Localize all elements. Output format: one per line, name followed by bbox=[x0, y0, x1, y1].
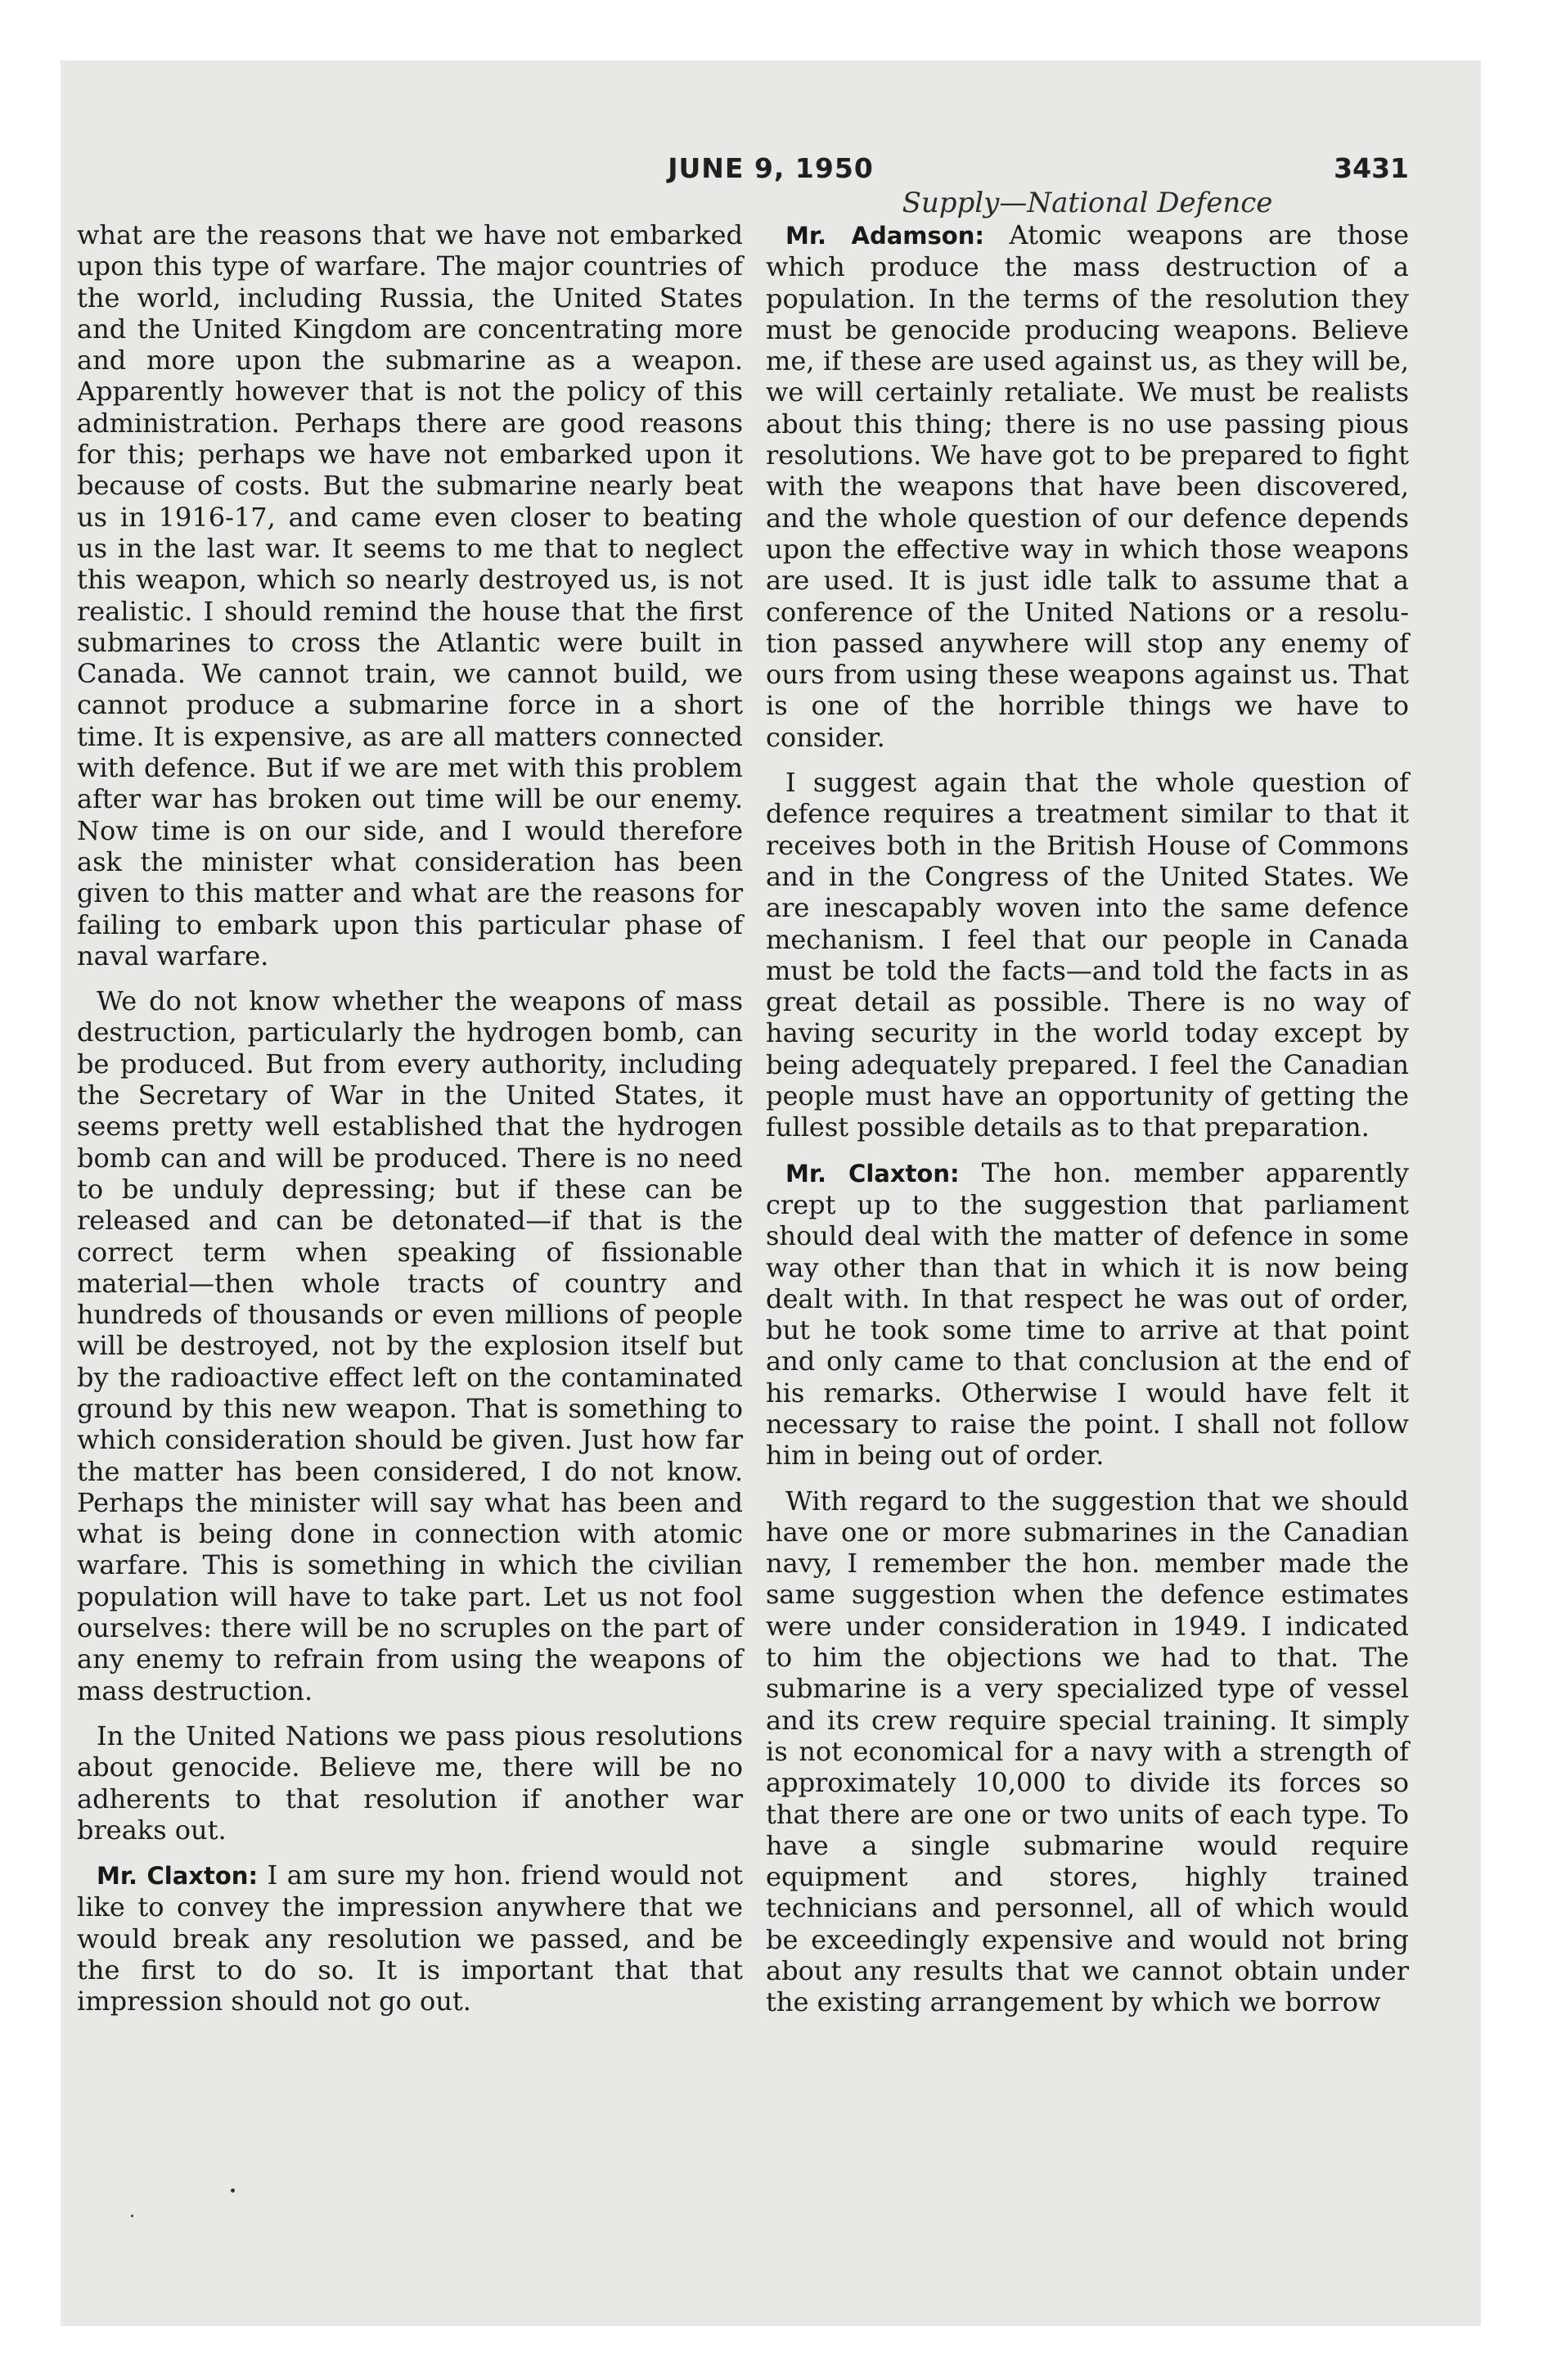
speaker-name: Mr. Adamson: bbox=[785, 222, 984, 250]
paragraph: With regard to the suggestion that we should have one or more submarines in the Canadian navy, I remember the hon. member made the same suggestion when the defence estimates were under consideration in 1949. I indicated to him the objections we had to that. The submarine is a very specialized type of vessel and its crew require special training. It simply is not economical for a navy with a strength of approximately 10,000 to divide its forces so that there are one or two units of each type. To have a single submarine would require equipment and stores, highly trained technicians and personnel, all of which would be exceedingly expensive and would not bring about any results that we cannot obtain under the existing arrangement by which we borrow bbox=[766, 1485, 1409, 2018]
scan-speck bbox=[131, 2215, 133, 2217]
paragraph: what are the reasons that we have not embarked upon this type of warfare. The major countries of the world, including Russia, the United States and the United Kingdom are concentrating more and more upon the submarine as a weapon. Apparently however that is not the policy of this administration. Perhaps there are good reasons for this; perhaps we have not embarked upon it because of costs. But the submarine nearly beat us in 1916-17, and came even closer to beating us in the last war. It seems to me that to neglect this weapon, which so nearly destroyed us, is not realistic. I should remind the house that the first submarines to cross the Atlantic were built in Canada. We cannot train, we cannot build, we cannot produce a submarine force in a short time. It is expensive, as are all matters connected with defence. But if we are met with this problem after war has broken out time will be our enemy. Now time is on our side, and I would therefore ask the minister what consideration has been given to this matter and what are the reasons for failing to embark upon this particular phase of naval warfare. bbox=[77, 219, 743, 971]
right-column bbox=[766, 219, 1409, 2032]
page-date: JUNE 9, 1950 bbox=[668, 152, 874, 184]
paragraph: I suggest again that the whole question of defence requires a treatment similar to that it receives both in the British House of Commons and in the Congress of the United States. We are inescapably woven into the same defence mechanism. I feel that our people in Canada must be told the facts—and told the facts in as great detail as possible. There is no way of having security in the world today except by being adequately prepared. I feel the Canadian people must have an opportunity of getting the fullest possible details as to that preparation. bbox=[766, 767, 1409, 1143]
speech-text: The hon. member apparently crept up to the suggestion that parliament should deal with the matter of defence in some way other than that in which it is now being dealt with. In that respect he was out of order, but he took some time to arrive at that point and only came to that conclusion at the end of his remarks. Otherwise I would have felt it necessary to raise the point. I shall not follow him in being out of order. bbox=[766, 1156, 1409, 1472]
paragraph: In the United Nations we pass pious resolutions about genocide. Believe me, there will be no adherents to that resolution if another war breaks out. bbox=[77, 1720, 743, 1846]
speaker-name: Mr. Claxton: bbox=[97, 1862, 259, 1891]
speech-paragraph bbox=[766, 219, 1409, 753]
running-title: Supply—National Defence bbox=[902, 187, 1273, 219]
left-column bbox=[77, 219, 743, 2031]
speech-text: Atomic weapons are those which produce the mass destruction of a population. In the terms of the resolution they must be genocide producing weapons. Believe me, if these are used against us, as they will be, we will certainly retaliate. We must be realists about this thing; there is no use passing pious resolutions. We have got to be prepared to fight with the weapons that have been discovered, and the whole question of our defence depends upon the effective way in which those weapons are used. It is just idle talk to assume that a conference of the United Nations or a resolution passed anywhere will stop any enemy of ours from using these weapons against us. That is one of the horrible things we have to consider. bbox=[766, 219, 1410, 753]
scanned-page bbox=[61, 61, 1481, 2326]
page-number: 3431 bbox=[1334, 152, 1409, 184]
speech-text: I am sure my hon. friend would not like to convey the impression anywhere that we would break any resolution we passed, and be the first to do so. It is important that that impression should not go out. bbox=[77, 1859, 744, 2017]
speaker-name: Mr. Claxton: bbox=[785, 1159, 960, 1188]
paragraph: We do not know whether the weapons of mass destruction, particularly the hydrogen bomb, can be produced. But from every authority, including the Secretary of War in the United States, it seems pretty well established that the hydrogen bomb can and will be produced. There is no need to be unduly depressing; but if these can be released and can be detonated—if that is the correct term when speaking of fissionable material—then whole tracts of country and hundreds of thousands or even millions of people will be destroyed, not by the explosion itself but by the radioactive effect left on the contaminated ground by this new weapon. That is something to which consideration should be given. Just how far the matter has been considered, I do not know. Perhaps the minister will say what has been and what is being done in connection with atomic warfare. This is something in which the civilian population will have to take part. Let us not fool ourselves: there will be no scruples on the part of any enemy to refrain from using the weapons of mass destruction. bbox=[77, 985, 743, 1706]
scan-speck bbox=[231, 2188, 235, 2193]
speech-paragraph bbox=[77, 1859, 743, 2017]
speech-paragraph bbox=[766, 1157, 1409, 1472]
